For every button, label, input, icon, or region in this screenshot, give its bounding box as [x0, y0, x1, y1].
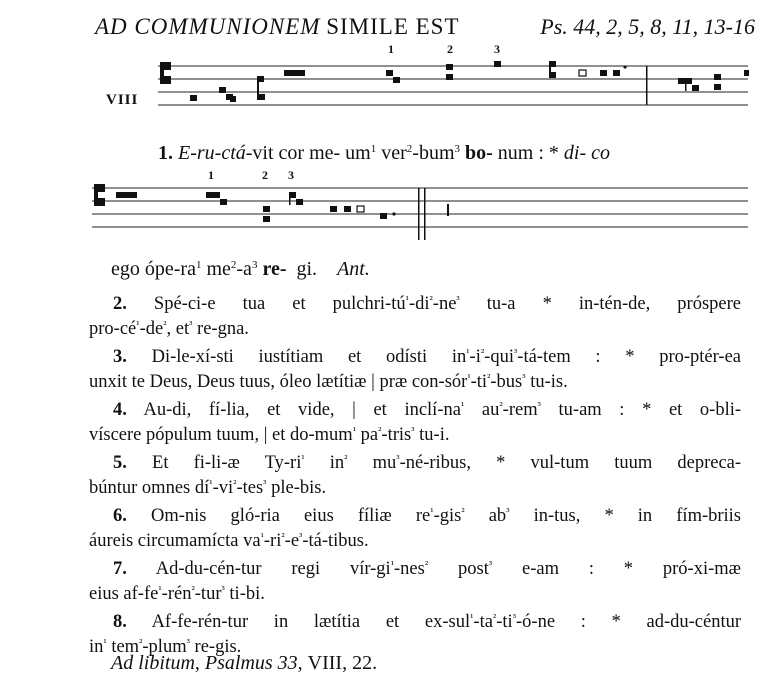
accent-mark: 1: [388, 42, 394, 56]
verse-6: [89, 504, 741, 553]
verse-number: 7.: [113, 559, 127, 579]
psalm-verses: [89, 292, 741, 663]
verse-1-line-1: 1. E-ru-ctá-vit cor me- $um^1$ ver$^2$-bum$^3$ bo- num : * di- co: [158, 142, 611, 164]
title-italic: AD COMMUNIONEM: [95, 14, 321, 39]
verse-line-2: búntur omnes $dí^{^1}-vi^{^2}-tes^{^3}$ ple-bis.: [89, 477, 327, 498]
verse-4: [89, 398, 741, 447]
verse-line-1: 6. Om-nis gló-ria eius fíliæ $re^{^1}-gis^{^2}$ $ab^{^3}$ in-tus, * in fím-briis: [113, 506, 742, 526]
title-roman: SIMILE EST: [326, 14, 460, 39]
verse-line-1: 2. Spé-ci-e tua et pulchri-$tú^{^1}-di^{^2}-ne^{^3}$ tu-a * in-tén-de, próspere: [113, 294, 741, 314]
accent-mark: 3: [288, 168, 294, 182]
verse-line-1: 7. Ad-du-cén-tur regi vír-$gi^{^1}-nes^{^2}$ post$^{^3}$ e-am : * pró-xi-mæ: [113, 559, 741, 579]
verse-1-line-2: ego ópe-$ra^1$ $me^2-a^3$ re- gi. Ant.: [111, 258, 370, 280]
verse-2: [89, 292, 741, 341]
verse-7: [89, 557, 741, 606]
staff-1-accent-marks: [388, 42, 500, 56]
footer-note: Ad libitum, Psalmus 33, VIII, 22.: [111, 652, 378, 674]
verse-line-1: 4. Au-di, fí-lia, et vide, | et inclí-$na^{^1}$ $au^{^2}-rem^{^3}$ tu-am : * et o-bli-: [113, 400, 742, 420]
verse-5: [89, 451, 741, 500]
verse-line-2: eius $af-fe^{^1}-rén^{^2}-tur^{^3}$ ti-bi.: [89, 583, 265, 604]
accent-mark: 2: [262, 168, 268, 182]
psalm-reference: Ps. 44, 2, 5, 8, 11, 13-16: [540, 14, 755, 39]
verse-line-2: unxit te Deus, Deus tuus, óleo lætítiæ | præ con-$sór^{^1}-ti^{^2}-bus^{^3}$ tu-is.: [89, 371, 568, 392]
verse-line-1: 5. Et fi-li-æ $Ty-ri^{^1}$ $in^{^2}$ $mu^{^3}-né$-ribus, * vul-tum tuum depreca-: [113, 453, 742, 473]
verse-line-2: $in^{^1}$ tem$^{^2}$-plum$^{^3}$ re-gis.: [89, 636, 242, 657]
staff-1-neumes: [160, 61, 749, 105]
mode-label: VIII: [106, 92, 139, 108]
verse-line-2: pro-$cé^{^1}-de^{^2}$, $et^{^3}$ re-gna.: [89, 318, 249, 339]
staff-2: [0, 162, 780, 252]
verse-number: 3.: [113, 347, 127, 367]
verse-number: 8.: [113, 612, 127, 632]
chant-title: [95, 14, 755, 40]
verse-line-1: 3. Di-le-xí-sti iustítiam et odísti $in^{^1}-i^{^2}-qui^{^3}-tá$-tem : * pro-ptér-ea: [113, 347, 742, 367]
verse-number: 6.: [113, 506, 127, 526]
accent-mark: 3: [494, 42, 500, 56]
verse-line-1: 8. Af-fe-rén-tur in lætítia et $ex-sul^{^1}-ta^{^2}-ti^{^3}-ó-ne$ : * ad-du-céntur: [113, 612, 742, 632]
verse-number: 4.: [113, 400, 127, 420]
verse-line-2: áureis circumamícta $va^{^1}-ri^{^2}-e^{^3}-tá$-tibus.: [89, 530, 369, 551]
verse-number: 2.: [113, 294, 127, 314]
staff-2-accent-marks: [208, 168, 294, 182]
verse-number: 5.: [113, 453, 127, 473]
accent-mark: 2: [447, 42, 453, 56]
verse-3: [89, 345, 741, 394]
staff-2-neumes: [94, 184, 449, 240]
verse-line-2: víscere pópulum tuum, | et do-mum$^{^1}$ $pa^{^2}-tris^{^3}$ tu-i.: [89, 424, 450, 445]
accent-mark: 1: [208, 168, 214, 182]
